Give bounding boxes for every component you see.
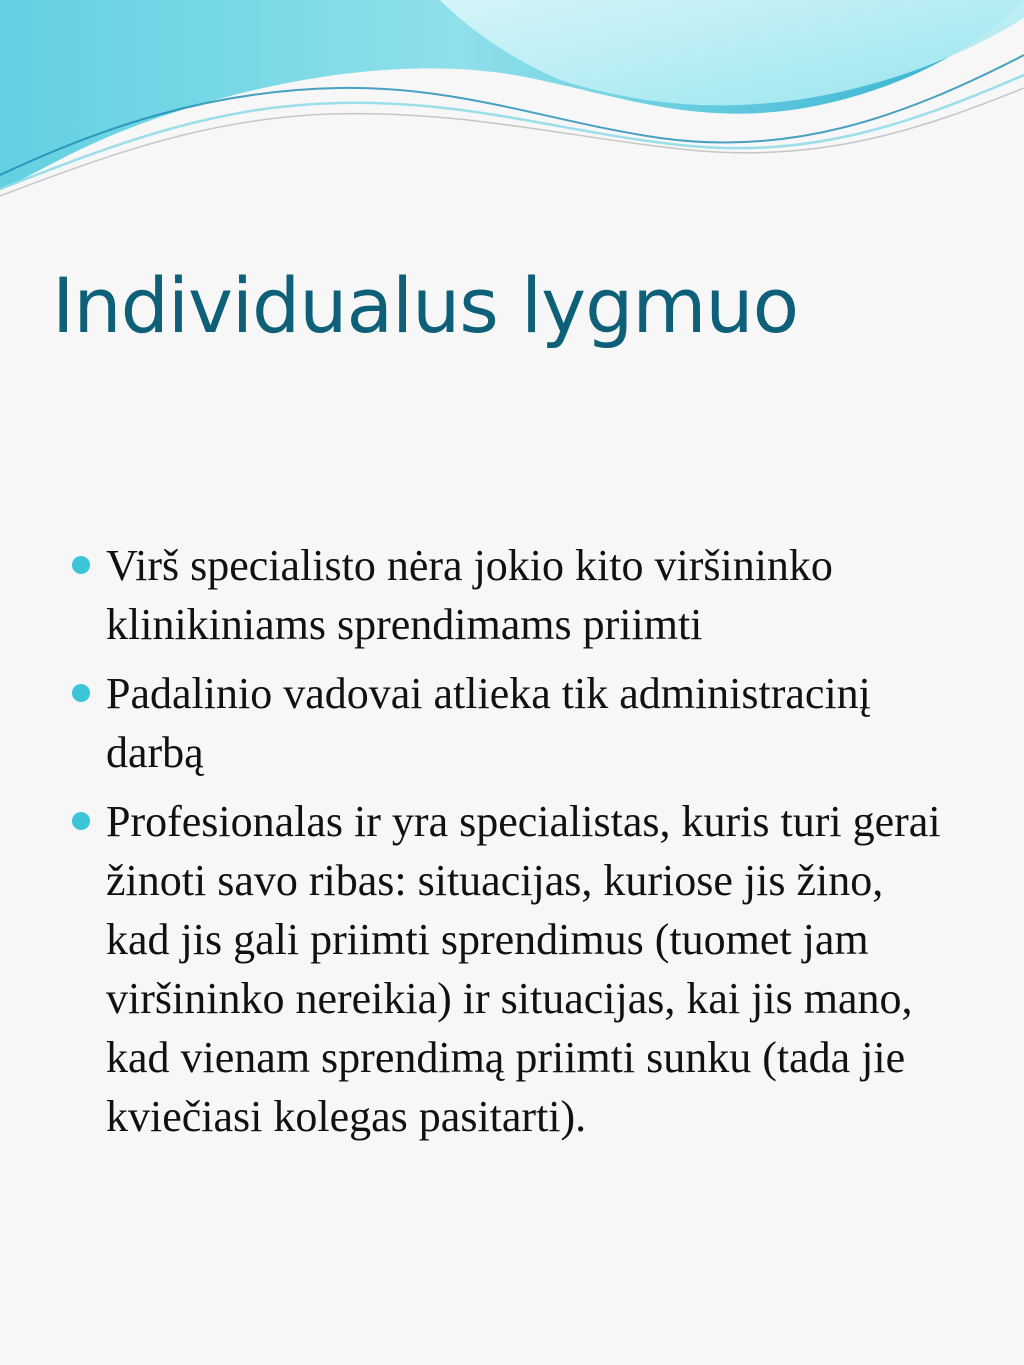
bullet-icon	[72, 812, 90, 830]
bullet-icon	[72, 556, 90, 574]
bullet-list	[72, 536, 952, 1156]
header-wave-decoration	[0, 0, 1024, 220]
bullet-text-3: Profesionalas ir yra specialistas, kuris turi gerai žinoti savo ribas: situacijas, kuriose jis žino, kad jis gali priimti sprendimus (tuomet jam viršininko nereikia) ir situacijas, kai jis mano, kad vienam sprendimą priimti sunku (tada jie kviečiasi kolegas pasitarti).	[106, 797, 941, 1141]
bullet-text-2: Padalinio vadovai atlieka tik administracinį darbą	[106, 669, 871, 777]
slide-title: Individualus lygmuo	[52, 261, 799, 350]
bullet-item-2	[72, 664, 952, 782]
bullet-icon	[72, 684, 90, 702]
bullet-item-3	[72, 792, 952, 1146]
bullet-text-1: Virš specialisto nėra jokio kito viršininko klinikiniams sprendimams priimti	[106, 541, 833, 649]
bullet-item-1	[72, 536, 952, 654]
